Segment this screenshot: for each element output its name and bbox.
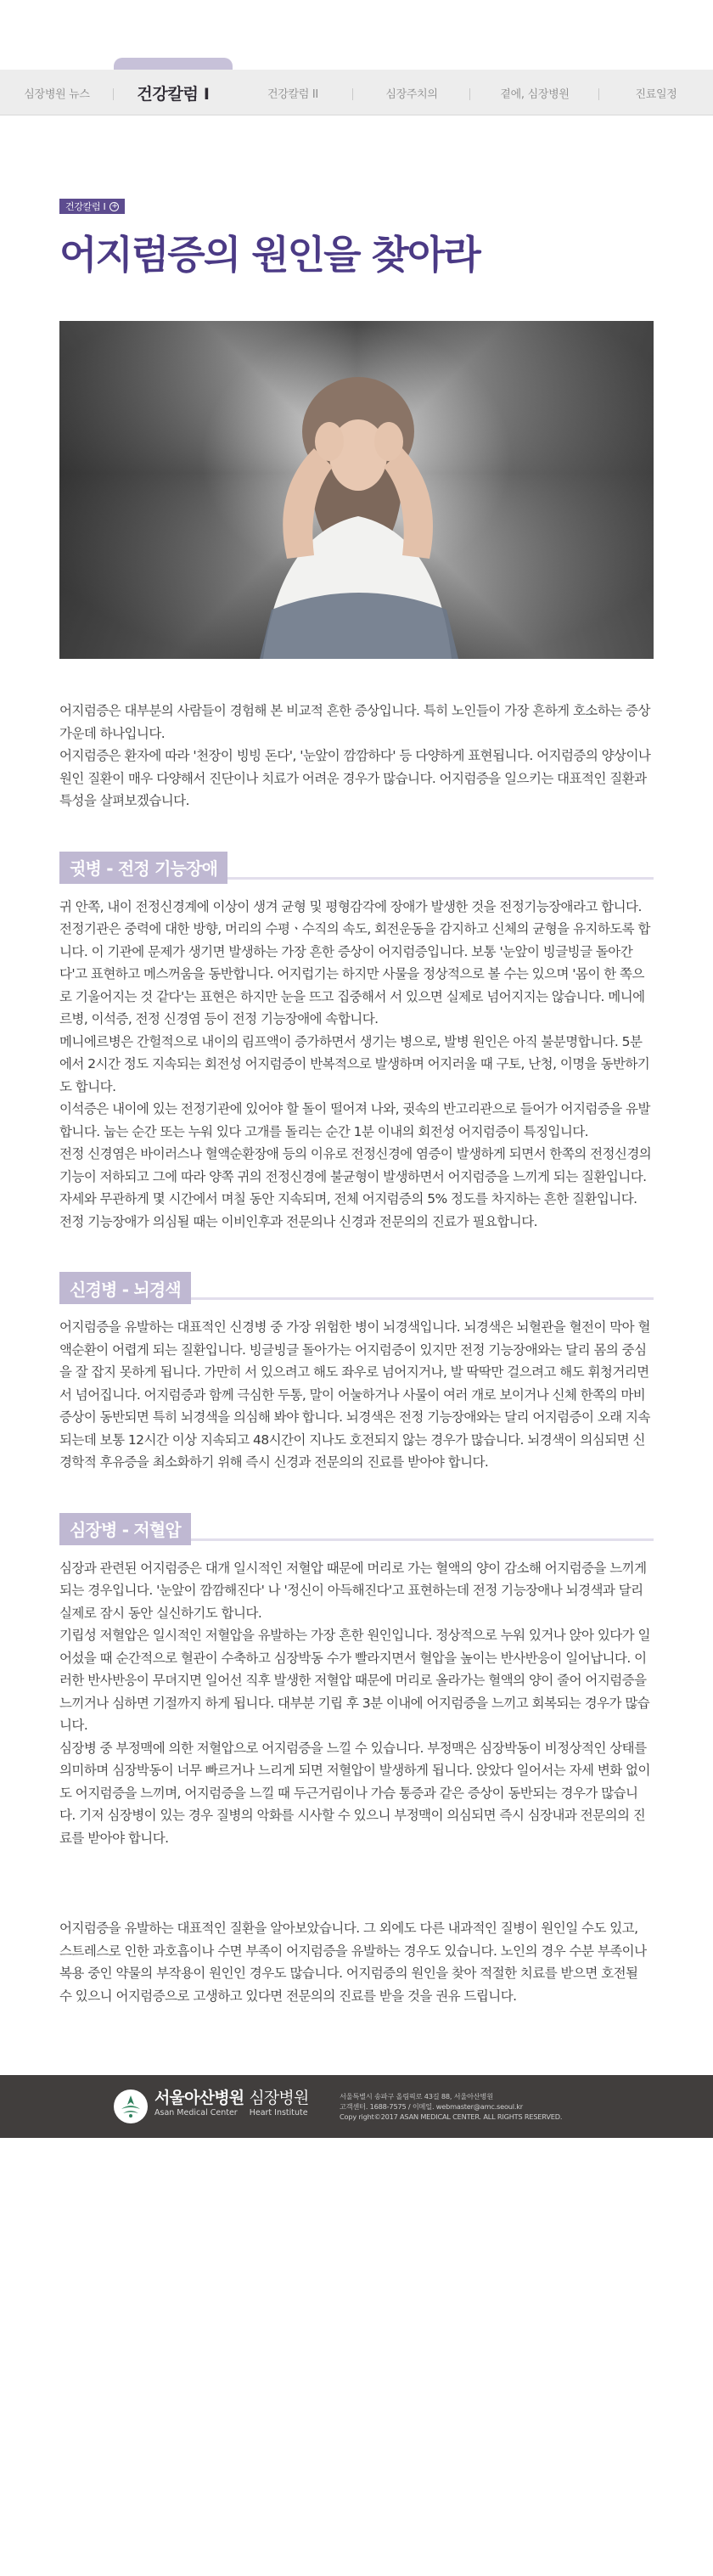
footer-copyright: Copy right©2017 ASAN MEDICAL CENTER. ALL RIGHTS RESERVED. <box>340 2112 563 2121</box>
section-neuro-disease <box>59 1272 654 1474</box>
tab-label: 건강칼럼 II <box>267 87 318 101</box>
tab-label: 건강칼럼 I <box>137 84 210 104</box>
article <box>0 114 713 2007</box>
section-paragraph: 어지럼증을 유발하는 대표적인 신경병 중 가장 위험한 병이 뇌경색입니다. 뇌경색은 뇌혈관을 혈전이 막아 혈액순환이 어렵게 되는 질환입니다. 빙글빙글 돌아가는 어지럼증이 있지만 전정 기능장애와는 달리 몸의 중심을 잘 잡지 못하게 됩니다. 가만히 서 있으려고 해도 좌우로 넘어지거나, 발 딱딱만 걸으려고 해도 휘청거리면서 넘어집니다. 어지럼증과 함께 극심한 두통, 말이 어눌하거나 사물이 여러 개로 보이거나 신체 한쪽의 마비 증상이 동반되면 특히 뇌경색을 의심해 봐야 합니다. 뇌경색은 전정 기능장애와는 달리 어지럼증이 오래 지속되는데 보통 12시간 이상 지속되고 48시간이 지나도 호전되지 않는 경우가 많습니다. 뇌경색이 의심되면 신경학적 후유증을 최소화하기 위해 즉시 신경과 전문의의 진료를 받아야 합니다. <box>59 1319 650 1470</box>
tab-heart-doctor[interactable] <box>353 70 470 115</box>
top-navigation <box>0 0 713 114</box>
tab-beside-heart-hospital[interactable] <box>470 70 599 115</box>
section-body <box>59 1316 654 1474</box>
hospital-logo-icon[interactable] <box>114 2089 148 2123</box>
section-heading-badge: 심장병 - 저혈압 <box>59 1513 191 1545</box>
tab-label: 곁에, 심장병원 <box>500 87 570 101</box>
dizzy-woman-illustration <box>59 321 654 659</box>
section-body <box>59 1557 654 1850</box>
section-heading <box>59 852 654 884</box>
footer-contact: 고객센터. 1688-7575 / 이메일. webmaster@amc.seoul.kr <box>340 2102 523 2111</box>
section-heart-disease <box>59 1513 654 1850</box>
nav-tabs <box>0 70 713 115</box>
category-label: 건강칼럼 I <box>65 201 106 212</box>
section-body <box>59 896 654 1234</box>
section-paragraph: 전정 기능장애가 의심될 때는 이비인후과 전문의나 신경과 전문의의 진료가 필요합니다. <box>59 1213 538 1229</box>
section-paragraph: 이석증은 내이에 있는 전정기관에 있어야 할 돌이 떨어져 나와, 귓속의 반고리관으로 들어가 어지럼증을 유발합니다. 눕는 순간 또는 누워 있다 고개를 돌리는 순간 1분 이내의 회전성 어지럼증이 특징입니다. <box>59 1101 650 1139</box>
section-heading <box>59 1272 654 1304</box>
page-title: 어지럼증의 원인을 찾아라 <box>59 232 480 278</box>
closing-paragraph: 어지럼증을 유발하는 대표적인 질환을 알아보았습니다. 그 외에도 다른 내과적인 질병이 원인일 수도 있고, 스트레스로 인한 과호흡이나 수면 부족이 어지럼증을 유발하는 경우도 있습니다. 노인의 경우 수분 부족이나 복용 중인 약물의 부작용이 원인인 경우도 많습니다. 어지럼증의 원인을 찾아 적절한 치료를 받으면 호전될 수 있으니 어지럼증으로 고생하고 있다면 전문의의 진료를 받을 것을 권유 드립니다. <box>59 1921 647 2004</box>
logo-emblem-icon <box>116 2092 145 2121</box>
tab-label: 진료일정 <box>635 87 677 101</box>
brand-name-en: Asan Medical Center <box>154 2108 238 2118</box>
section-paragraph: 귀 안쪽, 내이 전정신경계에 이상이 생겨 균형 및 평형감각에 장애가 발생한 것을 전정기능장애라고 합니다. 전정기관은 중력에 대한 방향, 머리의 수평ㆍ수직의 속도, 회전운동을 감지하고 신체의 균형을 유지하도록 합니다. 이 기관에 문제가 생기면 발생하는 가장 흔한 증상이 어지럼증입니다. 보통 '눈앞이 빙글빙글 돌아간다'고 표현하고 메스꺼움을 동반합니다. 어지럽기는 하지만 사물을 정상적으로 볼 수는 있으며 '몸이 한 쪽으로 기울어지는 것 같다'는 표현은 하지만 눈을 뜨고 집중해서 서 있으면 실제로 넘어지지는 않습니다. 메니에르병, 이석증, 전정 신경염 등이 전정 기능장애에 속합니다. <box>59 898 650 1026</box>
section-heading-badge: 귓병 - 전정 기능장애 <box>59 852 227 884</box>
active-tab-indicator <box>114 58 233 70</box>
intro-paragraph: 어지럼증은 대부분의 사람들이 경험해 본 비교적 흔한 증상입니다. 특히 노인들이 가장 흔하게 호소하는 증상 가운데 하나입니다. <box>59 703 650 741</box>
section-paragraph: 심장과 관련된 어지럼증은 대개 일시적인 저혈압 때문에 머리로 가는 혈액의 양이 감소해 어지럼증을 느끼게 되는 경우입니다. '눈앞이 깜깜해진다' 나 '정신이 아득해진다'고 표현하는데 전정 기능장애나 뇌경색과 달리 실제로 잠시 동안 실신하기도 합니다. <box>59 1560 647 1621</box>
section-paragraph: 심장병 중 부정맥에 의한 저혈압으로 어지럼증을 느낄 수 있습니다. 부정맥은 심장박동이 비정상적인 상태를 의미하며 심장박동이 너무 빠르거나 느리게 되면 저혈압이 발생하게 됩니다. 앉았다 일어서는 자세 변화 없이도 어지럼증을 느끼며, 어지럼증을 느낄 때 두근거림이나 가슴 통증과 같은 증상이 동반되는 경우가 많습니다. 기저 심장병이 있는 경우 질병의 악화를 시사할 수 있으니 부정맥이 의심되면 즉시 심장내과 전문의의 진료를 받아야 합니다. <box>59 1740 650 1846</box>
tab-health-column-1[interactable] <box>114 70 233 115</box>
footer-brand <box>154 2089 309 2119</box>
tab-schedule[interactable] <box>599 70 713 115</box>
brand-subname-en: Heart Institute <box>249 2108 308 2118</box>
section-heading-badge: 신경병 - 뇌경색 <box>59 1272 191 1304</box>
plus-circle-icon: + <box>111 201 118 211</box>
intro-text <box>59 700 654 813</box>
footer <box>0 2075 713 2138</box>
tab-label: 심장주치의 <box>385 87 438 101</box>
hero-image <box>59 321 654 659</box>
tab-health-column-2[interactable] <box>233 70 353 115</box>
section-ear-disease <box>59 852 654 1234</box>
section-paragraph: 메니에르병은 간헐적으로 내이의 림프액이 증가하면서 생기는 병으로, 발병 원인은 아직 불분명합니다. 5분에서 2시간 정도 지속되는 회전성 어지럼증이 반복적으로 발생하며 어지러울 때 구토, 난청, 이명을 동반하기도 합니다. <box>59 1033 650 1094</box>
tab-heart-hospital-news[interactable] <box>0 70 114 115</box>
footer-info <box>340 2091 562 2122</box>
footer-address: 서울특별시 송파구 올림픽로 43길 88, 서울아산병원 <box>340 2092 493 2101</box>
tab-label: 심장병원 뉴스 <box>24 87 90 101</box>
brand-subname: 심장병원 <box>249 2089 309 2107</box>
section-paragraph: 기립성 저혈압은 일시적인 저혈압을 유발하는 가장 흔한 원인입니다. 정상적으로 누워 있거나 앉아 있다가 일어섰을 때 순간적으로 혈관이 수축하고 심장박동 수가 빨라지면서 혈압을 높이는 반사반응이 일어납니다. 이러한 반사반응이 무뎌지면 일어선 직후 발생한 저혈압 때문에 머리로 올라가는 혈액의 양이 줄어 어지럼증을 느끼거나 심하면 기절까지 하게 됩니다. 대부분 기립 후 3분 이내에 어지럼증을 느끼고 회복되는 경우가 많습니다. <box>59 1628 650 1733</box>
brand-name: 서울아산병원 <box>154 2089 244 2107</box>
intro-paragraph: 어지럼증은 환자에 따라 '천장이 빙빙 돈다', '눈앞이 깜깜하다' 등 다양하게 표현됩니다. 어지럼증의 양상이나 원인 질환이 매우 다양해서 진단이나 치료가 어려운 경우가 많습니다. 어지럼증을 일으키는 대표적인 질환과 특성을 살펴보겠습니다. <box>59 748 651 808</box>
closing-text <box>59 1917 654 2007</box>
category-badge[interactable] <box>59 199 125 214</box>
section-heading <box>59 1513 654 1545</box>
section-paragraph: 전정 신경염은 바이러스나 혈액순환장애 등의 이유로 전정신경에 염증이 발생하게 되면서 한쪽의 전정신경의 기능이 저하되고 그에 따라 양쪽 귀의 전정신경에 불균형이 발생하면서 어지럼증을 느끼게 되는 질환입니다. 자세와 무관하게 몇 시간에서 며칠 동안 지속되며, 전체 어지럼증의 5% 정도를 차지하는 흔한 질환입니다. <box>59 1146 652 1206</box>
